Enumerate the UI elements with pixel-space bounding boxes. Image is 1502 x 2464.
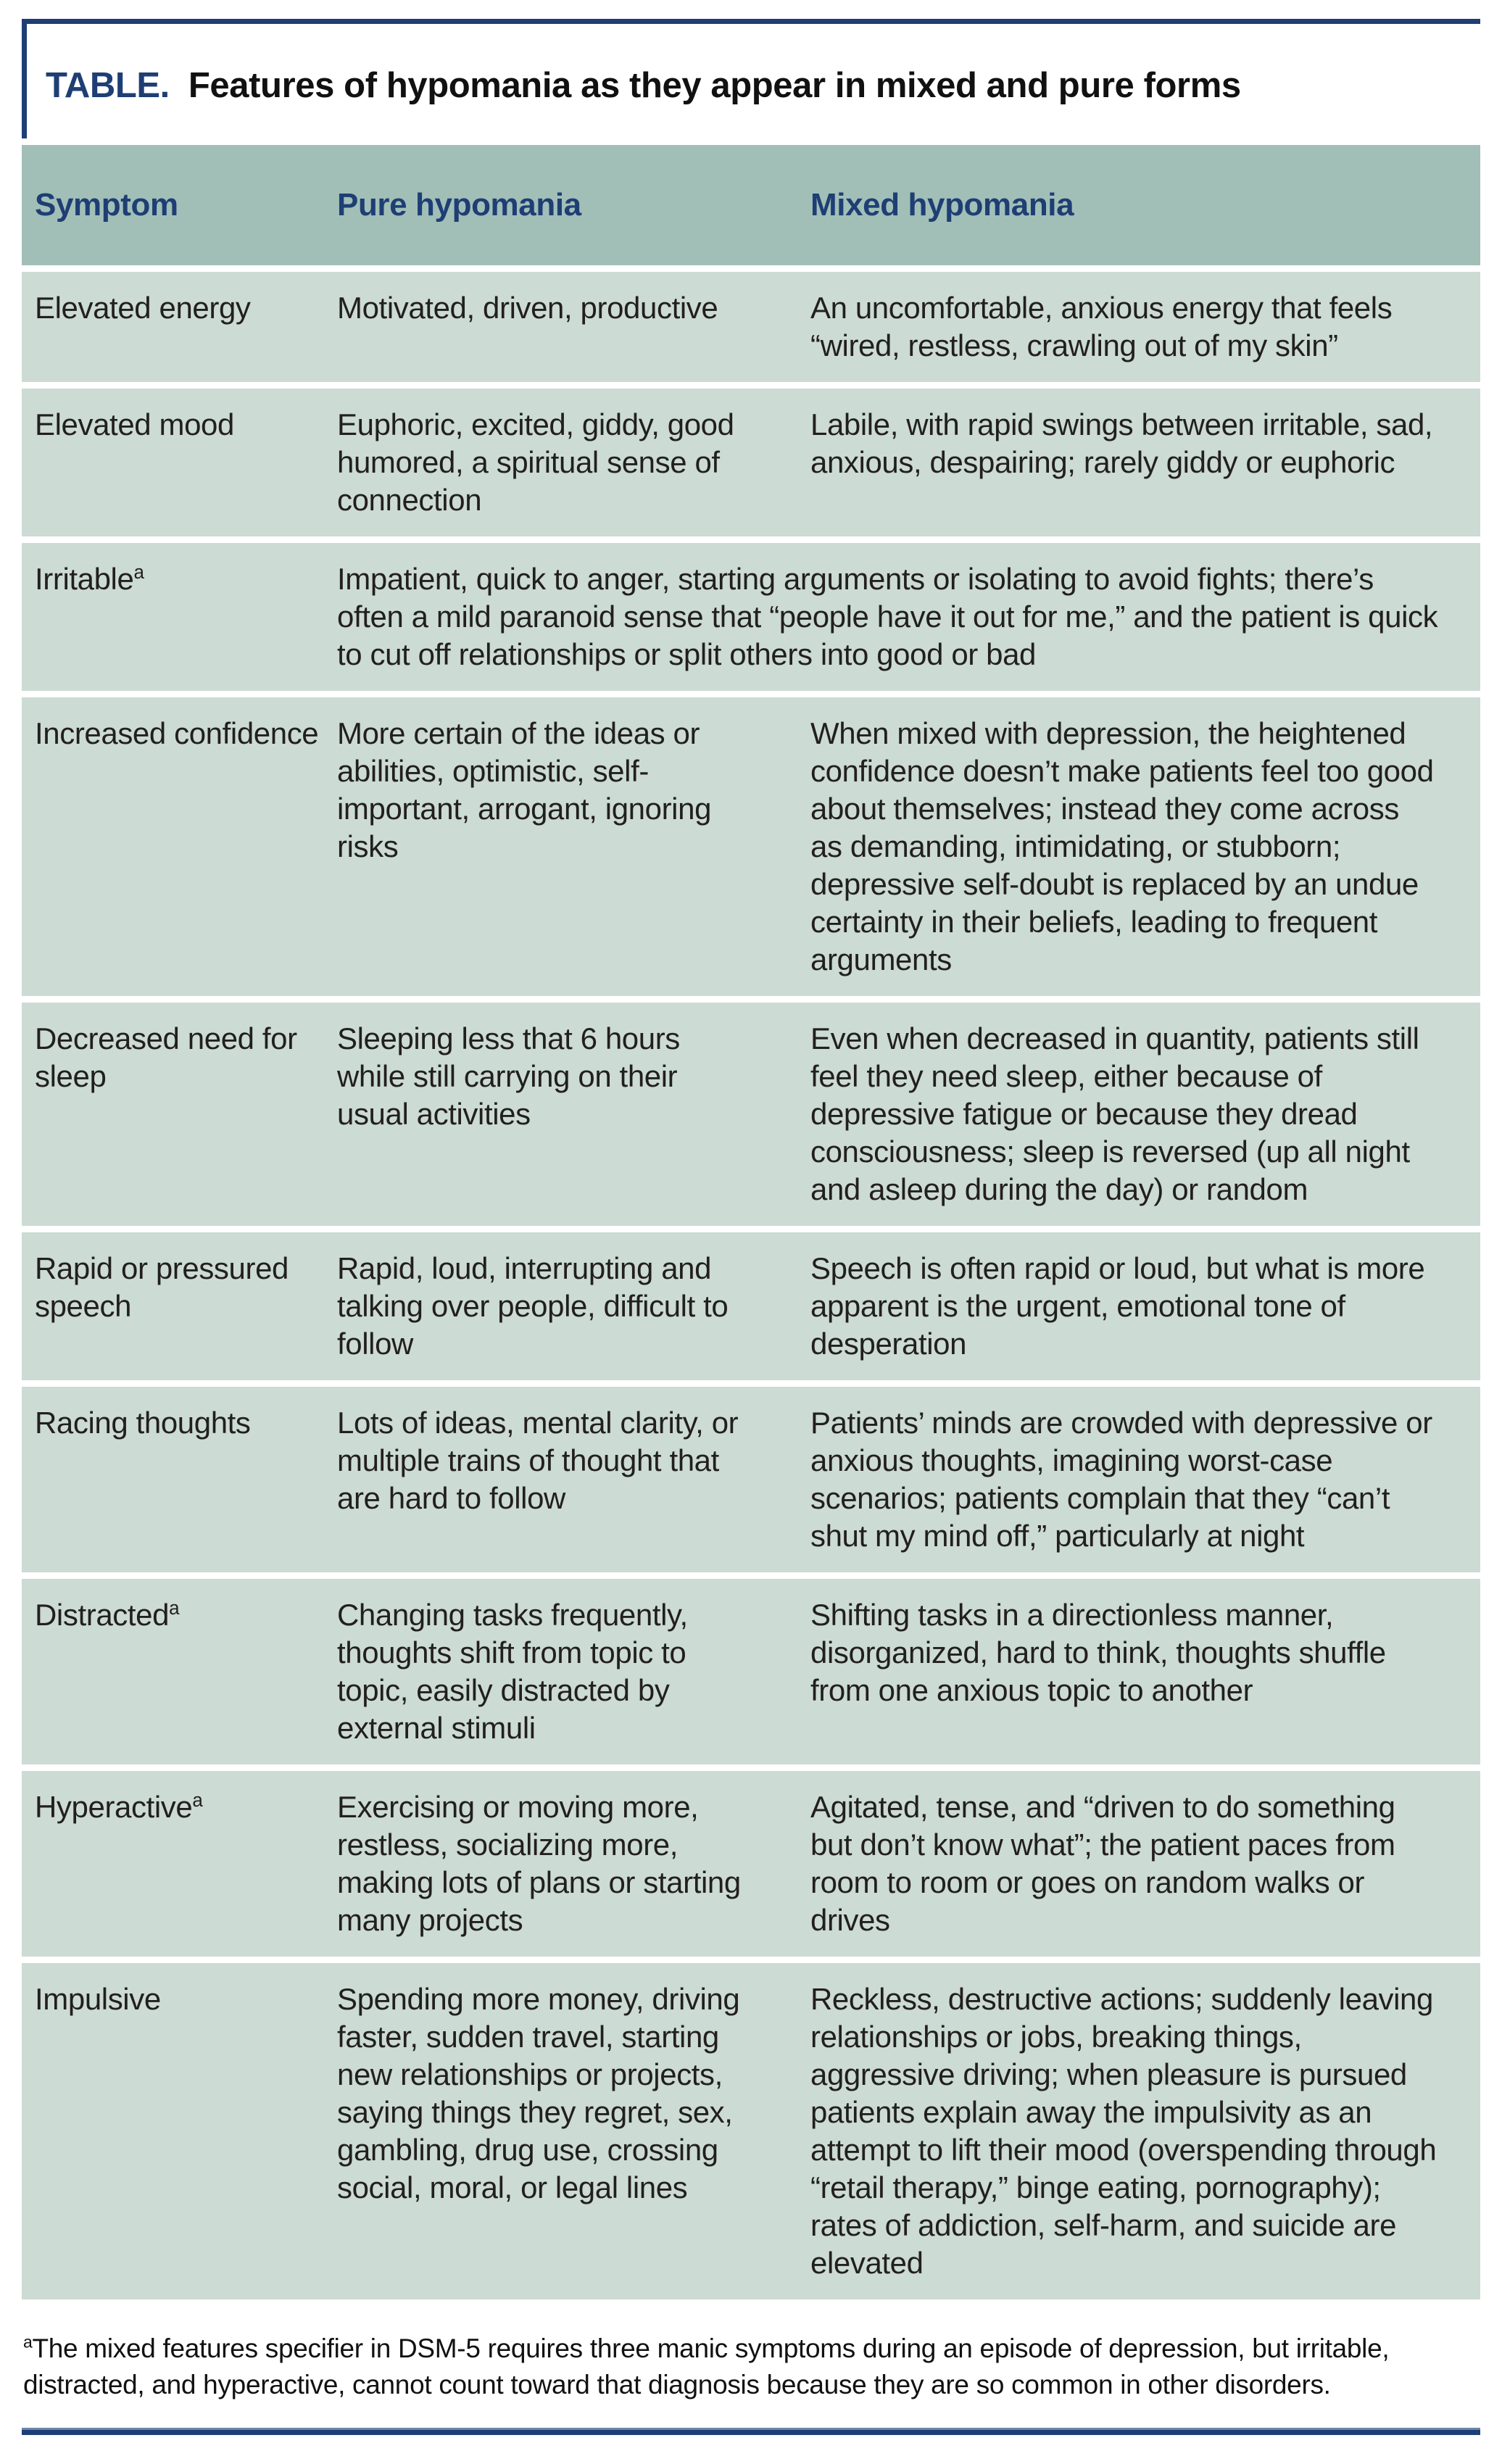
table-row	[22, 697, 1480, 996]
merged-cell: Impatient, quick to anger, starting arguments or isolating to avoid fights; there’s often a mild paranoid sense that “people have it out for me,” and the patient is quick to cut off relationships or split others into good or bad	[337, 543, 1480, 691]
table-row	[22, 389, 1480, 536]
symptom-cell: Racing thoughts	[22, 1387, 337, 1572]
bottom-rule	[22, 2428, 1480, 2435]
pure-hypomania-cell: Lots of ideas, mental clarity, or multiple trains of thought that are hard to follow	[337, 1387, 810, 1572]
pure-hypomania-cell: Spending more money, driving faster, sudden travel, starting new relationships or projects, saying things they regret, sex, gambling, drug use, crossing social, moral, or legal lines	[337, 1963, 810, 2299]
pure-hypomania-cell: Rapid, loud, interrupting and talking over people, difficult to follow	[337, 1232, 810, 1380]
table-title-block	[22, 19, 1480, 141]
symptom-cell: Elevated energy	[22, 272, 337, 382]
table-row	[22, 1963, 1480, 2299]
symptom-cell: Increased confidence	[22, 697, 337, 996]
table-body	[22, 272, 1480, 2299]
column-header-mixed-hypomania: Mixed hypomania	[810, 145, 1480, 265]
table-row	[22, 272, 1480, 382]
header-row	[22, 145, 1480, 265]
mixed-hypomania-cell: Reckless, destructive actions; suddenly leaving relationships or jobs, breaking things, aggressive driving; when pleasure is pursued patients explain away the impulsivity as an attempt to lift their mood (overspending through “retail therapy,” binge eating, pornography); rates of addiction, self-harm, and suicide are elevated	[810, 1963, 1480, 2299]
column-header-symptom: Symptom	[22, 145, 337, 265]
table-row	[22, 1232, 1480, 1380]
symptom-cell: Distracted$^a$	[22, 1579, 337, 1764]
pure-hypomania-cell: Motivated, driven, productive	[337, 272, 810, 382]
pure-hypomania-cell: More certain of the ideas or abilities, optimistic, self-important, arrogant, ignoring risks	[337, 697, 810, 996]
mixed-hypomania-cell: Even when decreased in quantity, patients still feel they need sleep, either because of depressive fatigue or because they dread consciousness; sleep is reversed (up all night and asleep during the day) or random	[810, 1003, 1480, 1226]
footnote-marker: a	[169, 1597, 180, 1619]
table-header	[22, 145, 1480, 265]
symptom-cell: Irritable$^a$	[22, 543, 337, 691]
table-row	[22, 543, 1480, 691]
pure-hypomania-cell: Changing tasks frequently, thoughts shift from topic to topic, easily distracted by external stimuli	[337, 1579, 810, 1764]
mixed-hypomania-cell: Labile, with rapid swings between irritable, sad, anxious, despairing; rarely giddy or euphoric	[810, 389, 1480, 536]
footnote-text: The mixed features specifier in DSM-5 requires three manic symptoms during an episode of depression, but irritable, distracted, and hyperactive, cannot count toward that diagnosis because they are so common in other disorders.	[23, 2334, 1390, 2399]
symptom-cell: Decreased need for sleep	[22, 1003, 337, 1226]
footnote-marker: a	[192, 1789, 203, 1811]
mixed-hypomania-cell: An uncomfortable, anxious energy that feels “wired, restless, crawling out of my skin”	[810, 272, 1480, 382]
symptom-cell: Hyperactive$^a$	[22, 1771, 337, 1957]
table-row	[22, 1771, 1480, 1957]
pure-hypomania-cell: Sleeping less that 6 hours while still carrying on their usual activities	[337, 1003, 810, 1226]
symptom-cell: Rapid or pressured speech	[22, 1232, 337, 1380]
footnote	[23, 2331, 1477, 2403]
table-row	[22, 1387, 1480, 1572]
bottom-padding	[22, 2435, 1480, 2464]
mixed-hypomania-cell: Patients’ minds are crowded with depressive or anxious thoughts, imagining worst-case scenarios; patients complain that they “can’t shut my mind off,” particularly at night	[810, 1387, 1480, 1572]
footnote-marker: a	[23, 2332, 33, 2352]
pure-hypomania-cell: Euphoric, excited, giddy, good humored, a spiritual sense of connection	[337, 389, 810, 536]
table-row	[22, 1003, 1480, 1226]
features-table	[22, 138, 1480, 2306]
table-label: TABLE.	[46, 66, 170, 105]
footnote-marker: a	[133, 561, 144, 583]
pure-hypomania-cell: Exercising or moving more, restless, socializing more, making lots of plans or starting many projects	[337, 1771, 810, 1957]
symptom-cell: Impulsive	[22, 1963, 337, 2299]
symptom-cell: Elevated mood	[22, 389, 337, 536]
mixed-hypomania-cell: Speech is often rapid or loud, but what is more apparent is the urgent, emotional tone of desperation	[810, 1232, 1480, 1380]
mixed-hypomania-cell: Shifting tasks in a directionless manner, disorganized, hard to think, thoughts shuffle from one anxious topic to another	[810, 1579, 1480, 1764]
table-row	[22, 1579, 1480, 1764]
mixed-hypomania-cell: Agitated, tense, and “driven to do something but don’t know what”; the patient paces from room to room or goes on random walks or drives	[810, 1771, 1480, 1957]
column-header-pure-hypomania: Pure hypomania	[337, 145, 810, 265]
page-title: Features of hypomania as they appear in mixed and pure forms	[188, 66, 1241, 105]
mixed-hypomania-cell: When mixed with depression, the heightened confidence doesn’t make patients feel too good about themselves; instead they come across as demanding, intimidating, or stubborn; depressive self-doubt is replaced by an undue certainty in their beliefs, leading to frequent arguments	[810, 697, 1480, 996]
